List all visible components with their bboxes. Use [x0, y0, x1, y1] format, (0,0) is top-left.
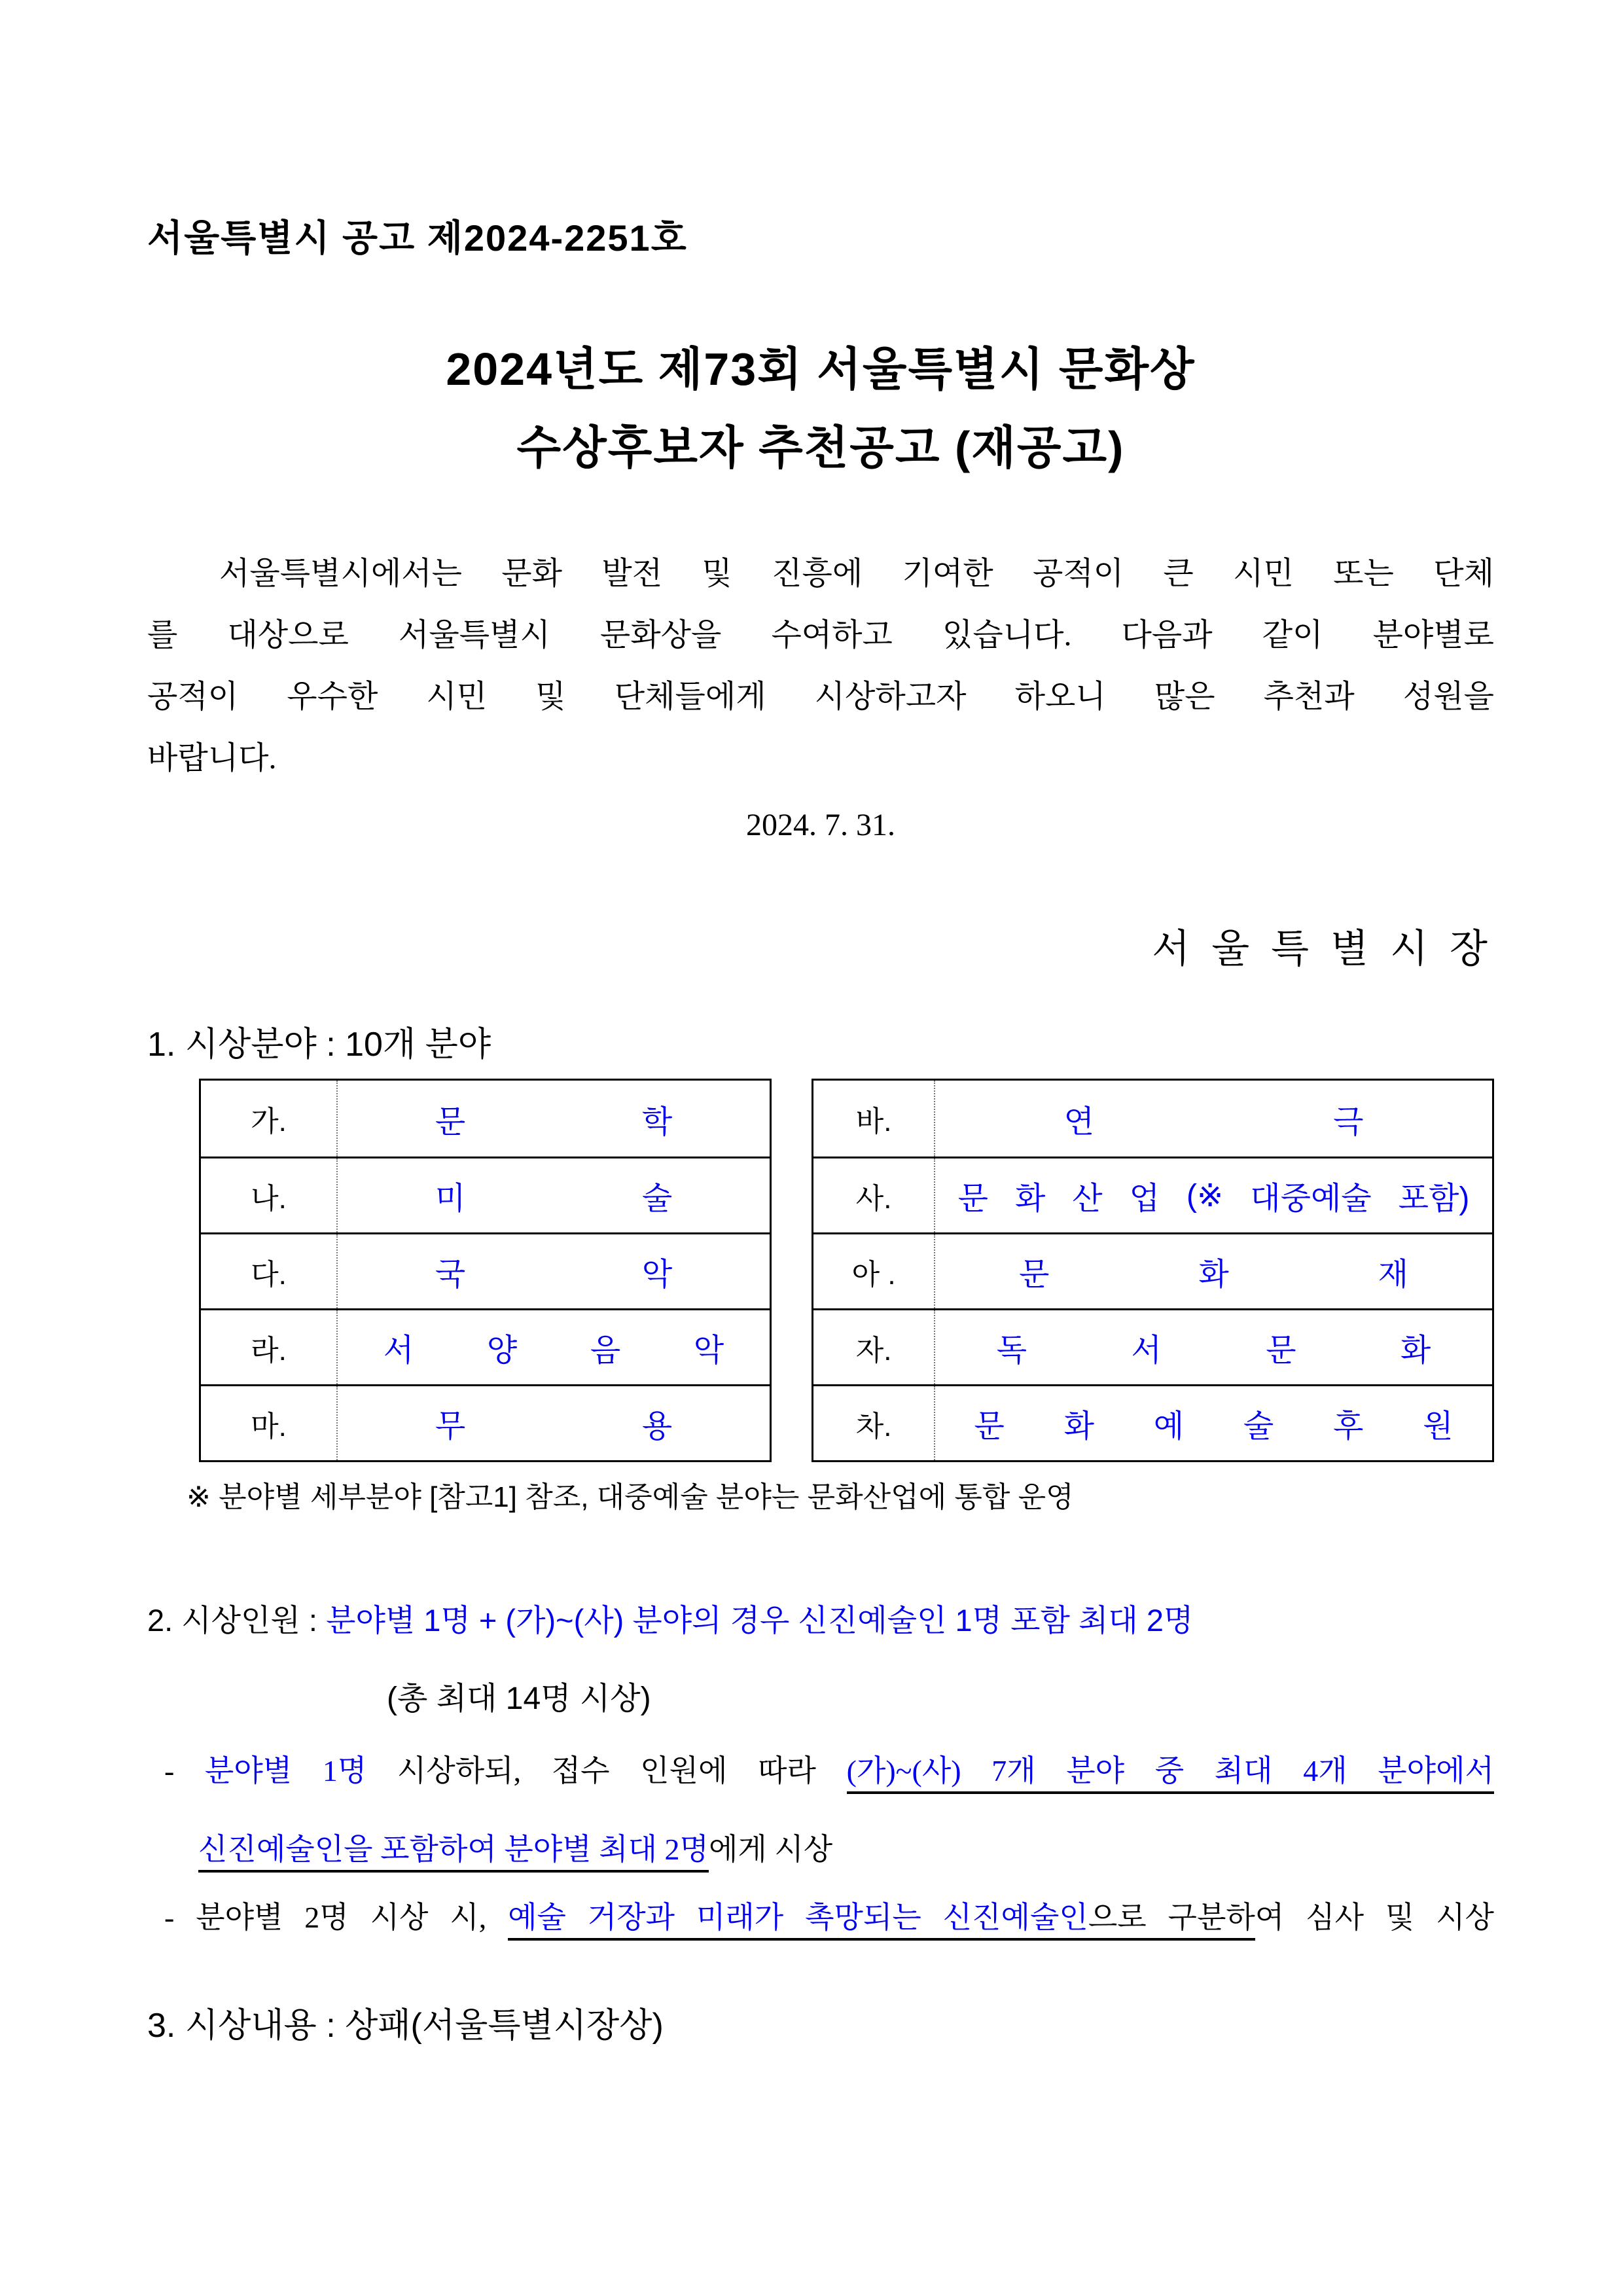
category-value-cell: 미 술: [435, 1181, 673, 1216]
table-footnote: ※ 분야별 세부분야 [참고1] 참조, 대중예술 분야는 문화산업에 통합 운영: [187, 1481, 1074, 1513]
signer-seoul-mayor: 서 울 특 별 시 장: [1152, 927, 1488, 971]
section2: [147, 1600, 1494, 1937]
section3-heading: 3. 시상내용 : 상패(서울특별시장상): [147, 2007, 664, 2045]
intro-line: 공적이 우수한 시민 및 단체들에게 시상하고자 하오니 많은 추천과 성원을: [147, 679, 1494, 714]
category-value-cell: 문 화 재: [1019, 1257, 1409, 1292]
table-row: [813, 1232, 1492, 1308]
table-row: [813, 1157, 1492, 1232]
category-label-cell: 바.: [813, 1081, 935, 1157]
category-value-cell: 문 화 산 업 (※ 대중예술 포함): [957, 1178, 1470, 1216]
intro-line: 바랍니다.: [147, 741, 277, 776]
category-value-cell: 문 학: [435, 1104, 673, 1139]
table-row: [813, 1308, 1492, 1384]
table-row: [201, 1308, 770, 1384]
bullet-line: - 분야별 2명 시상 시, 예술 거장과 미래가 촉망되는 신진예술인으로 구분하여 심사 및 시상: [147, 1898, 1494, 1937]
category-label-cell: 마.: [201, 1386, 338, 1460]
category-label-cell: 사.: [813, 1158, 935, 1232]
table-row: [201, 1232, 770, 1308]
section2-heading: 2. 시상인원 : 분야별 1명 + (가)~(사) 분야의 경우 신진예술인 1명 포함 최대 2명: [147, 1603, 1194, 1638]
category-label-cell: 차.: [813, 1386, 935, 1460]
intro-paragraph: [147, 543, 1494, 789]
category-label-cell: 아 .: [813, 1234, 935, 1308]
category-table-right: [812, 1079, 1494, 1462]
category-label-cell: 가.: [201, 1081, 338, 1157]
category-label-cell: 자.: [813, 1310, 935, 1384]
notice-date: 2024. 7. 31.: [746, 808, 895, 842]
category-value-cell: 국 악: [435, 1257, 673, 1292]
intro-line: 를 대상으로 서울특별시 문화상을 수여하고 있습니다. 다음과 같이 분야별로: [147, 618, 1494, 653]
document-title: [147, 330, 1494, 487]
table-row: [201, 1081, 770, 1157]
notice-number: 서울특별시 공고 제2024-2251호: [147, 217, 688, 259]
bullet-line: - 분야별 1명 시상하되, 접수 인원에 따라 (가)~(사) 7개 분야 중 최대 4개 분야에서: [147, 1751, 1494, 1791]
table-row: [201, 1384, 770, 1460]
section1-heading: 1. 시상분야 : 10개 분야: [147, 1026, 491, 1064]
category-value-cell: 문 화 예 술 후 원: [974, 1409, 1454, 1444]
table-row: [813, 1081, 1492, 1157]
category-value-cell: 서 양 음 악: [383, 1333, 724, 1368]
section2-heading-line2: (총 최대 14명 시상): [387, 1681, 651, 1716]
category-label-cell: 라.: [201, 1310, 338, 1384]
category-value-cell: 무 용: [435, 1409, 673, 1444]
category-value-cell: 독 서 문 화: [996, 1333, 1431, 1368]
table-row: [201, 1157, 770, 1232]
category-value-cell: 연 극: [1063, 1104, 1364, 1139]
title-line-2: 수상후보자 추천공고 (재공고): [516, 422, 1125, 473]
bullet-line: 신진예술인을 포함하여 분야별 최대 2명에게 시상: [147, 1830, 1494, 1869]
category-label-cell: 다.: [201, 1234, 338, 1308]
category-label-cell: 나.: [201, 1158, 338, 1232]
intro-line: 서울특별시에서는 문화 발전 및 진흥에 기여한 공적이 큰 시민 또는 단체: [219, 556, 1494, 591]
table-row: [813, 1384, 1492, 1460]
title-line-1: 2024년도 제73회 서울특별시 문화상: [446, 344, 1196, 395]
section2-bullets: [147, 1751, 1494, 1937]
category-table-left: [199, 1079, 772, 1462]
award-category-tables: [199, 1079, 1494, 1462]
